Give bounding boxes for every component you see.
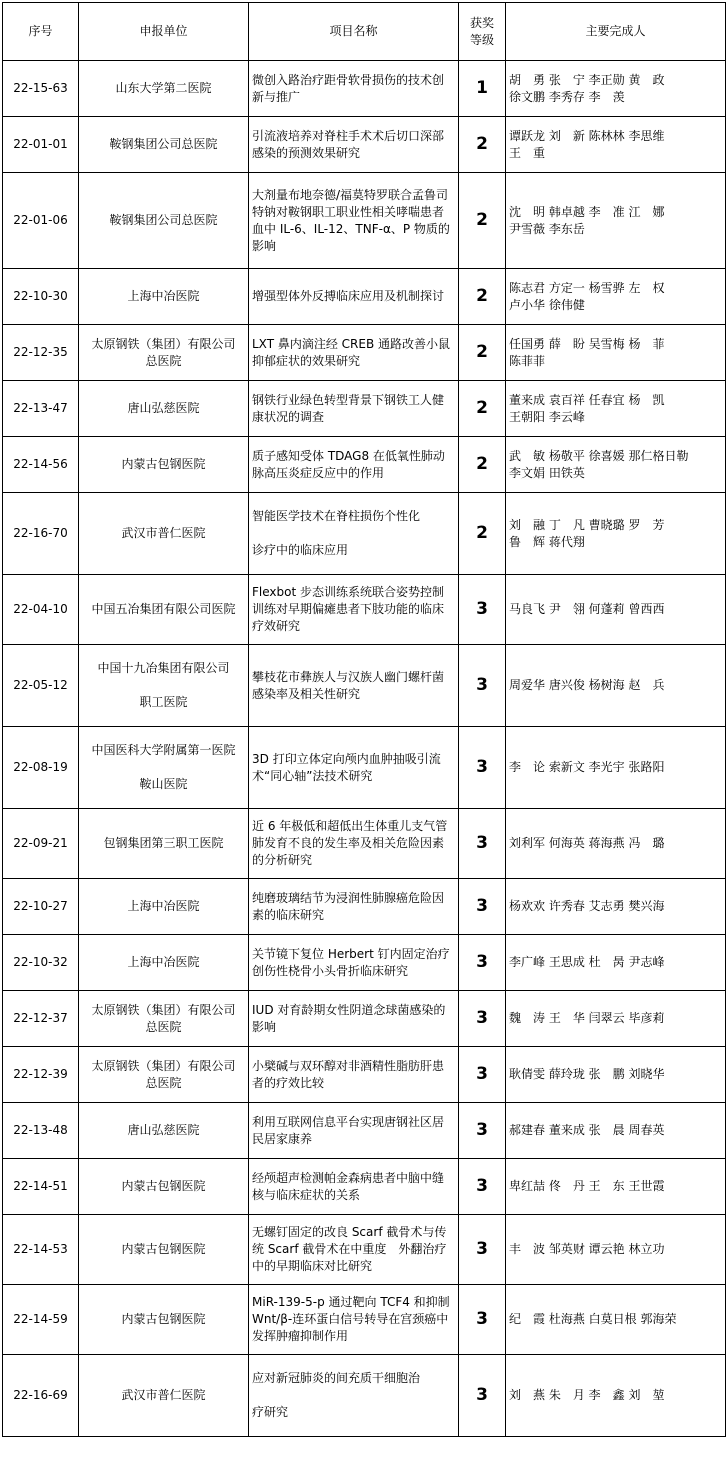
- row-number: 22-12-39: [3, 1047, 79, 1103]
- row-main-people: 郝建春 董来成 张 晨 周春英: [506, 1103, 726, 1159]
- row-unit: 太原钢铁（集团）有限公司 总医院: [79, 1047, 249, 1103]
- row-main-people: 周爱华 唐兴俊 杨树海 赵 兵: [506, 645, 726, 727]
- table-row: [3, 269, 726, 325]
- row-award-level: 3: [459, 575, 506, 645]
- row-award-level: 2: [459, 173, 506, 269]
- row-award-level: 3: [459, 1285, 506, 1355]
- row-number: 22-09-21: [3, 809, 79, 879]
- row-award-level: 3: [459, 727, 506, 809]
- row-award-level: 2: [459, 269, 506, 325]
- row-award-level: 3: [459, 1103, 506, 1159]
- row-project-name: 钢铁行业绿色转型背景下钢铁工人健康状况的调查: [249, 381, 459, 437]
- row-unit: 上海中冶医院: [79, 879, 249, 935]
- award-table: [2, 2, 726, 1437]
- row-project-name: Flexbot 步态训练系统联合姿势控制训练对早期偏瘫患者下肢功能的临床疗效研究: [249, 575, 459, 645]
- row-award-level: 3: [459, 879, 506, 935]
- row-number: 22-01-06: [3, 173, 79, 269]
- row-main-people: 丰 波 邹英财 谭云艳 林立功: [506, 1215, 726, 1285]
- row-project-name: 大剂量布地奈德/福莫特罗联合孟鲁司特钠对鞍钢职工职业性相关哮喘患者血中 IL-6、IL-12、TNF-α、P 物质的影响: [249, 173, 459, 269]
- row-number: 22-01-01: [3, 117, 79, 173]
- row-number: 22-14-51: [3, 1159, 79, 1215]
- table-row: [3, 1103, 726, 1159]
- row-project-name: MiR-139-5-p 通过靶向 TCF4 和抑制 Wnt/β-连环蛋白信号转导在宫颈癌中发挥肿瘤抑制作用: [249, 1285, 459, 1355]
- table-row: [3, 935, 726, 991]
- row-unit: 中国医科大学附属第一医院 鞍山医院: [79, 727, 249, 809]
- table-body: [3, 61, 726, 1437]
- row-project-name: 近 6 年极低和超低出生体重儿支气管肺发育不良的发生率及相关危险因素的分析研究: [249, 809, 459, 879]
- row-project-name: 增强型体外反搏临床应用及机制探讨: [249, 269, 459, 325]
- row-unit: 唐山弘慈医院: [79, 381, 249, 437]
- row-project-name: 无螺钉固定的改良 Scarf 截骨术与传统 Scarf 截骨术在中重度 外翻治疗中的早期临床对比研究: [249, 1215, 459, 1285]
- header-name: 项目名称: [249, 3, 459, 61]
- row-number: 22-10-30: [3, 269, 79, 325]
- row-unit: 内蒙古包钢医院: [79, 1215, 249, 1285]
- row-unit: 太原钢铁（集团）有限公司 总医院: [79, 325, 249, 381]
- row-unit: 中国十九冶集团有限公司 职工医院: [79, 645, 249, 727]
- row-project-name: 智能医学技术在脊柱损伤个性化 诊疗中的临床应用: [249, 493, 459, 575]
- row-project-name: 质子感知受体 TDAG8 在低氧性肺动脉高压炎症反应中的作用: [249, 437, 459, 493]
- row-project-name: 3D 打印立体定向颅内血肿抽吸引流术“同心轴”法技术研究: [249, 727, 459, 809]
- row-number: 22-12-37: [3, 991, 79, 1047]
- row-unit: 上海中冶医院: [79, 269, 249, 325]
- row-number: 22-14-53: [3, 1215, 79, 1285]
- row-main-people: 纪 霞 杜海燕 白莫日根 郭海荣: [506, 1285, 726, 1355]
- table-row: [3, 493, 726, 575]
- row-unit: 唐山弘慈医院: [79, 1103, 249, 1159]
- row-number: 22-14-59: [3, 1285, 79, 1355]
- table-row: [3, 879, 726, 935]
- row-main-people: 任国勇 薛 盼 吴雪梅 杨 菲 陈菲菲: [506, 325, 726, 381]
- header-people: 主要完成人: [506, 3, 726, 61]
- table-row: [3, 325, 726, 381]
- row-unit: 上海中冶医院: [79, 935, 249, 991]
- row-main-people: 杨欢欢 许秀春 艾志勇 樊兴海: [506, 879, 726, 935]
- row-unit: 鞍钢集团公司总医院: [79, 173, 249, 269]
- row-number: 22-13-48: [3, 1103, 79, 1159]
- row-main-people: 刘 融 丁 凡 曹晓璐 罗 芳 鲁 辉 蒋代翔: [506, 493, 726, 575]
- table-row: [3, 437, 726, 493]
- row-main-people: 武 敏 杨敬平 徐喜媛 那仁格日勒 李文娟 田铁英: [506, 437, 726, 493]
- table-row: [3, 645, 726, 727]
- header-unit: 申报单位: [79, 3, 249, 61]
- table-row: [3, 117, 726, 173]
- row-award-level: 2: [459, 493, 506, 575]
- row-unit: 内蒙古包钢医院: [79, 437, 249, 493]
- row-number: 22-14-56: [3, 437, 79, 493]
- table-row: [3, 575, 726, 645]
- row-main-people: 李广峰 王思成 杜 昺 尹志峰: [506, 935, 726, 991]
- row-unit: 包钢集团第三职工医院: [79, 809, 249, 879]
- table-row: [3, 1215, 726, 1285]
- row-project-name: 引流液培养对脊柱手术术后切口深部感染的预测效果研究: [249, 117, 459, 173]
- row-award-level: 3: [459, 991, 506, 1047]
- row-main-people: 胡 勇 张 宁 李正勋 黄 政 徐文鹏 李秀存 李 羡: [506, 61, 726, 117]
- row-award-level: 2: [459, 437, 506, 493]
- row-number: 22-16-70: [3, 493, 79, 575]
- row-award-level: 3: [459, 1159, 506, 1215]
- row-unit: 内蒙古包钢医院: [79, 1159, 249, 1215]
- row-number: 22-10-27: [3, 879, 79, 935]
- row-award-level: 2: [459, 117, 506, 173]
- table-row: [3, 727, 726, 809]
- table-row: [3, 1047, 726, 1103]
- table-row: [3, 381, 726, 437]
- row-project-name: 纯磨玻璃结节为浸润性肺腺癌危险因素的临床研究: [249, 879, 459, 935]
- row-main-people: 刘利军 何海英 蒋海燕 冯 璐: [506, 809, 726, 879]
- row-award-level: 1: [459, 61, 506, 117]
- row-project-name: 经颅超声检测帕金森病患者中脑中缝核与临床症状的关系: [249, 1159, 459, 1215]
- row-award-level: 3: [459, 1215, 506, 1285]
- row-unit: 武汉市普仁医院: [79, 1355, 249, 1437]
- row-main-people: 卑红喆 佟 丹 王 东 王世霞: [506, 1159, 726, 1215]
- table-row: [3, 809, 726, 879]
- row-project-name: 小檗碱与双环醇对非酒精性脂肪肝患者的疗效比较: [249, 1047, 459, 1103]
- row-project-name: 微创入路治疗距骨软骨损伤的技术创新与推广: [249, 61, 459, 117]
- row-project-name: IUD 对育龄期女性阴道念球菌感染的影响: [249, 991, 459, 1047]
- row-main-people: 李 论 索新文 李光宇 张路阳: [506, 727, 726, 809]
- row-award-level: 3: [459, 809, 506, 879]
- row-number: 22-16-69: [3, 1355, 79, 1437]
- table-row: [3, 1159, 726, 1215]
- header-level: 获奖 等级: [459, 3, 506, 61]
- table-header-row: [3, 3, 726, 61]
- row-award-level: 3: [459, 1355, 506, 1437]
- row-project-name: 应对新冠肺炎的间充质干细胞治 疗研究: [249, 1355, 459, 1437]
- row-main-people: 马良飞 尹 翎 何蓬莉 曾西西: [506, 575, 726, 645]
- row-number: 22-15-63: [3, 61, 79, 117]
- row-number: 22-04-10: [3, 575, 79, 645]
- row-main-people: 沈 明 韩卓越 李 准 江 娜 尹雪薇 李东岳: [506, 173, 726, 269]
- row-main-people: 刘 燕 朱 月 李 鑫 刘 堃: [506, 1355, 726, 1437]
- table-row: [3, 1355, 726, 1437]
- row-award-level: 3: [459, 1047, 506, 1103]
- row-project-name: LXT 鼻内滴注经 CREB 通路改善小鼠抑郁症状的效果研究: [249, 325, 459, 381]
- row-project-name: 关节镜下复位 Herbert 钉内固定治疗创伤性桡骨小头骨折临床研究: [249, 935, 459, 991]
- row-award-level: 3: [459, 645, 506, 727]
- row-unit: 鞍钢集团公司总医院: [79, 117, 249, 173]
- header-no: 序号: [3, 3, 79, 61]
- row-project-name: 利用互联网信息平台实现唐钢社区居民居家康养: [249, 1103, 459, 1159]
- row-award-level: 2: [459, 381, 506, 437]
- row-award-level: 2: [459, 325, 506, 381]
- row-main-people: 董来成 袁百祥 任春宜 杨 凯 王朝阳 李云峰: [506, 381, 726, 437]
- row-unit: 山东大学第二医院: [79, 61, 249, 117]
- row-number: 22-05-12: [3, 645, 79, 727]
- row-main-people: 谭跃龙 刘 新 陈林林 李思维 王 重: [506, 117, 726, 173]
- row-unit: 太原钢铁（集团）有限公司 总医院: [79, 991, 249, 1047]
- row-award-level: 3: [459, 935, 506, 991]
- row-unit: 武汉市普仁医院: [79, 493, 249, 575]
- row-unit: 中国五冶集团有限公司医院: [79, 575, 249, 645]
- row-number: 22-13-47: [3, 381, 79, 437]
- row-main-people: 魏 涛 王 华 闫翠云 毕彦莉: [506, 991, 726, 1047]
- table-row: [3, 991, 726, 1047]
- table-row: [3, 1285, 726, 1355]
- row-number: 22-12-35: [3, 325, 79, 381]
- row-main-people: 陈志君 方定一 杨雪骅 左 权 卢小华 徐伟健: [506, 269, 726, 325]
- row-number: 22-10-32: [3, 935, 79, 991]
- row-number: 22-08-19: [3, 727, 79, 809]
- table-row: [3, 61, 726, 117]
- table-row: [3, 173, 726, 269]
- row-project-name: 攀枝花市彝族人与汉族人幽门螺杆菌感染率及相关性研究: [249, 645, 459, 727]
- row-main-people: 耿倩雯 薛玲珑 张 鹏 刘晓华: [506, 1047, 726, 1103]
- row-unit: 内蒙古包钢医院: [79, 1285, 249, 1355]
